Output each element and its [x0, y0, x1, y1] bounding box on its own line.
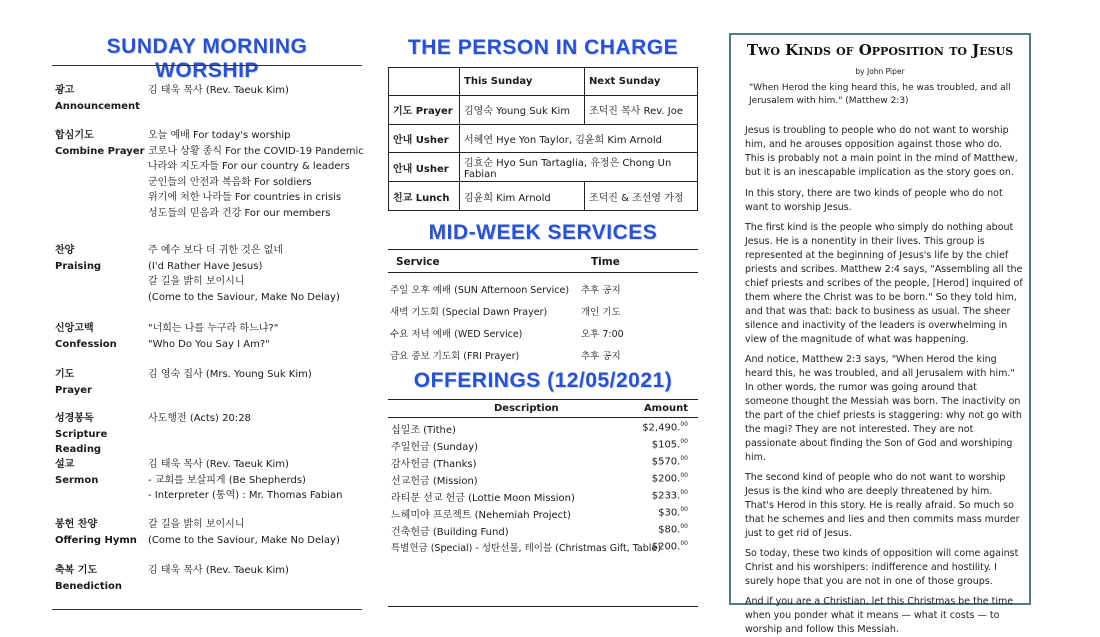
midweek-title: MID-WEEK SERVICES [428, 221, 658, 244]
col-this-sunday: This Sunday [460, 68, 585, 96]
article-quote: "When Herod the king heard this, he was troubled, and all Jerusalem with him." (Matthew 2:3) [749, 83, 1011, 106]
person-table: This Sunday Next Sunday 기도 Prayer 김영숙 Young Suk Kim 조덕진 목사 Rev. Joe 안내 Usher 서혜연 Hye Yon Taylor, 김윤희 Kim Arnold 안내 Usher 김효순 Hyo Sun Tartaglia, 유정은 Chong Un Fabian 친교 Lunch 김윤희 Kim Arnold 조덕진 & 조선영 가정 [388, 67, 698, 211]
divider [388, 249, 698, 250]
divider [388, 272, 698, 273]
divider [388, 417, 698, 418]
person-row-label: 친교 Lunch [389, 182, 460, 211]
article-body: Jesus is troubling to people who do not want to worship him, and he arouses opposition against those who do. This is probably not a main point in the mind of Matthew, but it is an inescapable implication as the story goes on. In this story, there are two kinds of people who do not want to worship Jesus. The first kind is the people who simply do nothing about Jesus. He is a nonentity in their lives. This group is represented at the beginning of Jesus's life by the chief priests and scribes. Matthew 2:4 says, "Assembling all the chief priests and scribes of the people, [Herod] inquired of them where the Christ was to be born." So they told him, and that was that: back to business as usual. The sheer silence and inactivity of the leaders is overwhelming in view of the magnitude of what was happening. And notice, Matthew 2:3 says, "When Herod the king heard this, he was troubled, and all Jerusalem with him." In other words, the rumor was going around that someone thought the Messiah was born. The inactivity on the part of the chief priests is staggering: why not go with the magi? They are not interested. They are not passionate about finding the Son of God and worshiping him. The second kind of people who do not want to worship Jesus is the kind who are deeply threatened by him. That's Herod in this story. He is really afraid. So much so that he schemes and lies and then commits mass murder just to get rid of Jesus. So today, these two kinds of opposition will come against Christ and his worshipers: indifference and hostility. I surely hope that you are not in one of those groups. And if you are a Christian, let this Christmas be the time when you ponder what it means — what it costs — to worship and follow this Messiah. [745, 125, 1023, 635]
devotional-panel [729, 33, 1031, 635]
divider [388, 399, 698, 400]
person-row-label: 안내 Usher [389, 124, 460, 153]
worship-order: 광고 Announcement 김 태욱 목사 (Rev. Taeuk Kim) 합심기도 Combine Prayer 오늘 예배 For today's worship 코로나 상황 종식 For the COVID-19 Pandemic 나라와 지도자들 For our country & leaders 군인들의 안전과 복음화 For soldiers 위기에 처한 나라들 For countries in crisis 성도들의 믿음과 건강 For our members 찬양 Praising 주 예수 보다 더 귀한 것은 없네 (I'd Rather Have Jesus) 갈 길을 밝히 보이시니 (Come to the Saviour, Make No Delay) 신앙고백 Confession "너희는 나를 누구라 하느냐?" "Who Do You Say I Am?" 기도 Prayer 김 영숙 집사 (Mrs. Young Suk Kim) 성경봉독 Scripture Reading 사도행전 (Acts) 20:28 설교 Sermon 김 태욱 목사 (Rev. Taeuk Kim) - 교회를 보살피게 (Be Shepherds) - Interpreter (통역) : Mr. Thomas Fabian 봉헌 찬양 Offering Hymn 갈 길을 밝히 보이시니 (Come to the Saviour, Make No Delay) 축복 기도 Benediction 김 태욱 목사 (Rev. Taeuk Kim) [52, 65, 362, 610]
offerings-title: OFFERINGS (12/05/2021) [413, 369, 673, 392]
article-author: by John Piper [855, 67, 905, 76]
article-title: Two Kinds of Opposition to Jesus [746, 41, 1014, 59]
person-row-label: 안내 Usher [389, 153, 460, 182]
worship-title: SUNDAY MORNING WORSHIP [106, 35, 308, 82]
col-next-sunday: Next Sunday [584, 68, 697, 96]
person-row-label: 기도 Prayer [389, 95, 460, 124]
person-title: THE PERSON IN CHARGE [407, 36, 679, 59]
divider [388, 606, 698, 607]
